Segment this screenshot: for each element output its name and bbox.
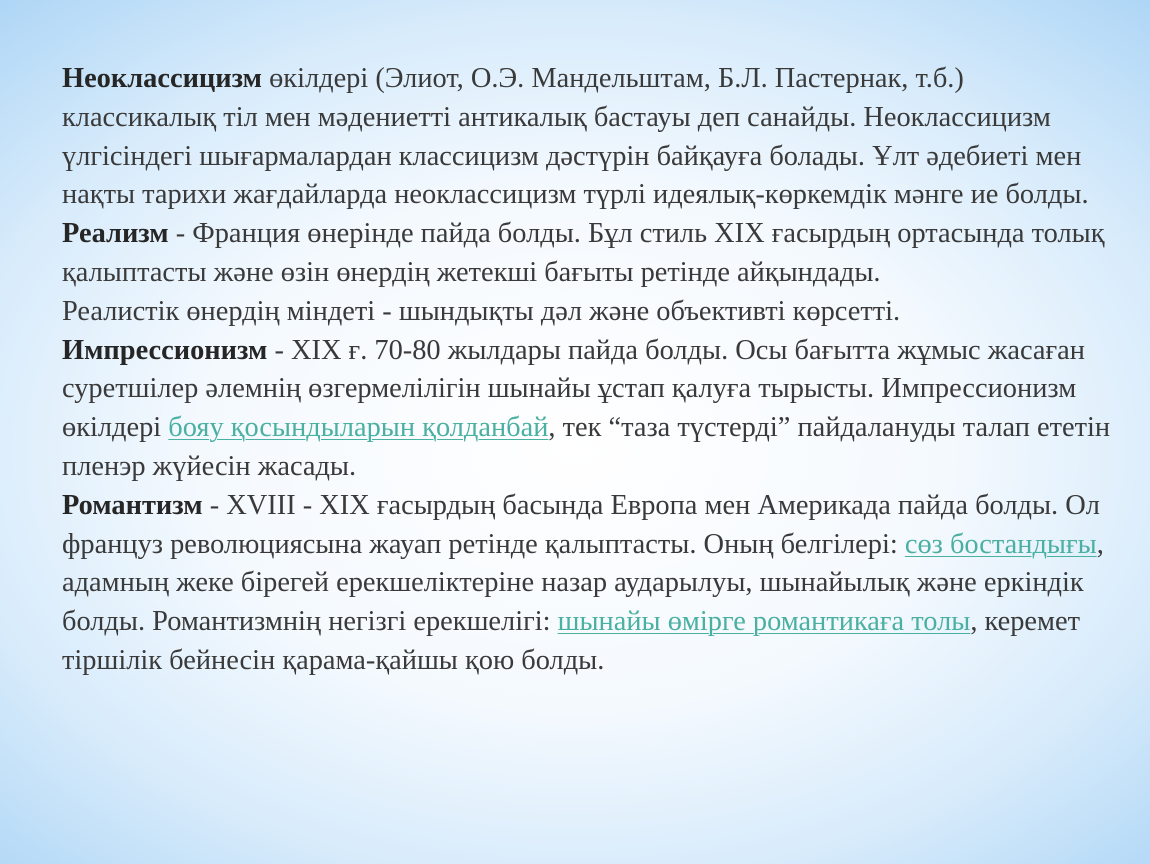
text-impressionism-before: - XIX ғ. 70-80 жылдары пайда болды. Осы бағытта жұмыс жасаған суретшілер әлемнің өзгермелілігін шынайы ұстап қалуға тырысты. Импрессионизм өкілдері <box>62 334 1085 444</box>
term-realism: Реализм <box>62 218 169 250</box>
link-paint-mixtures[interactable]: бояу қосындыларын қолданбай <box>168 412 549 444</box>
term-romanticism: Романтизм <box>62 489 203 521</box>
term-neoclassicism: Неоклассицизм <box>62 63 262 94</box>
text-romanticism-1: - XVIII - XIX ғасырдың басында Европа мен Америкада пайда болды. Ол француз революциясына жауап ретінде қалыптасты. Оның белгілері: <box>62 489 1100 560</box>
paragraph-neoclassicism <box>62 60 1122 215</box>
paragraph-realism <box>62 215 1122 293</box>
paragraph-impressionism <box>62 332 1122 487</box>
paragraph-romanticism <box>62 487 1122 681</box>
paragraph-realism-task: Реалистік өнердің міндеті - шындықты дәл және объективті көрсетті. <box>62 295 901 327</box>
link-freedom-of-speech[interactable]: сөз бостандығы <box>904 528 1097 560</box>
text-romanticism-3: , керемет тіршілік бейнесін қарама-қайшы қою болды. <box>62 606 1080 676</box>
slide-body <box>62 60 1122 681</box>
text-romanticism-2: , адамның жеке бірегей ерекшеліктеріне назар аударылуы, шынайылық және еркіндік болды. Романтизмнің негізгі ерекшелігі: <box>62 528 1104 638</box>
text-realism: - Франция өнерінде пайда болды. Бұл стиль XIX ғасырдың ортасында толық қалыптасты және өзін өнердің жетекші бағыты ретінде айқындады. <box>62 218 1105 288</box>
text-neoclassicism: өкілдері (Элиот, О.Э. Мандельштам, Б.Л. Пастернак, т.б.) классикалық тіл мен мәдениетті антикалық бастауы деп санайды. Неоклассицизм үлгісіндегі шығармалардан классицизм дәстүрін байқауға болады. Ұлт әдебиеті мен нақты тарихи жағдайларда неоклассицизм түрлі идеялық-көркемдік мәнге ие болды. <box>62 63 1089 211</box>
term-impressionism: Импрессионизм <box>62 334 268 366</box>
link-real-life-romantic[interactable]: шынайы өмірге романтикаға толы <box>557 606 971 638</box>
text-impressionism-after: , тек “таза түстерді” пайдалануды талап ететін пленэр жүйесін жасады. <box>62 412 1111 482</box>
